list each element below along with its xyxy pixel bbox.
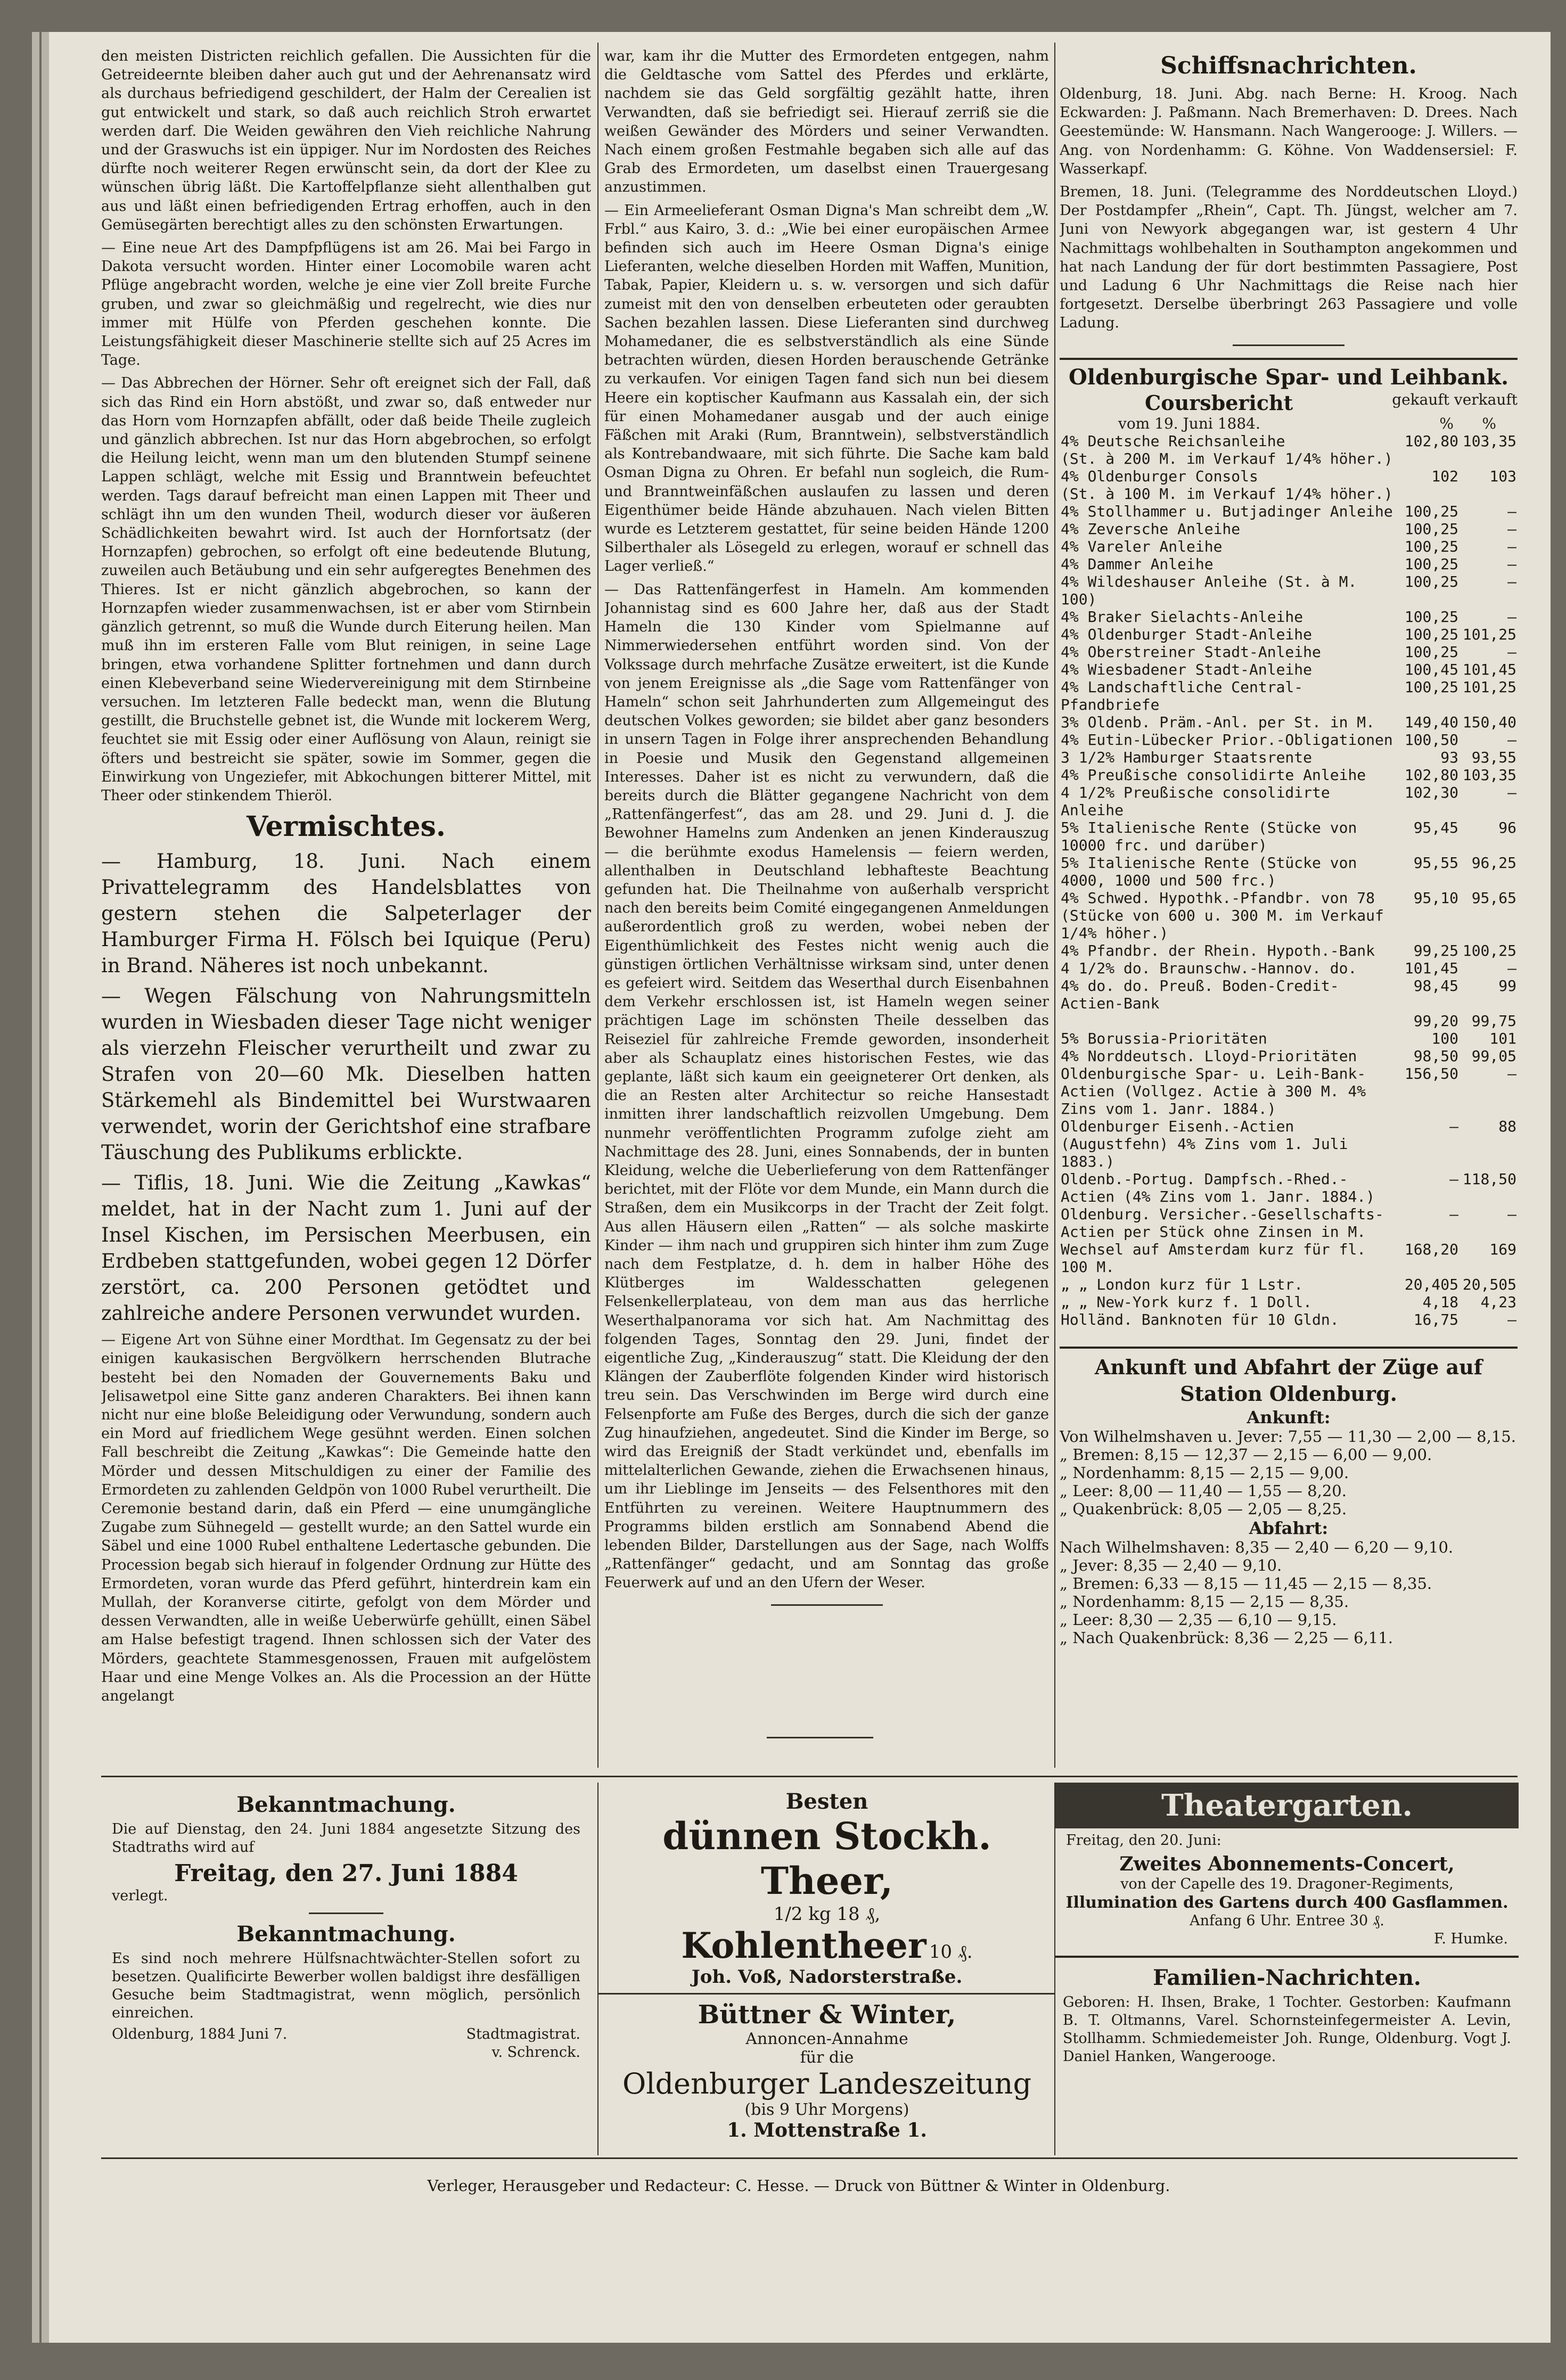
ad-rule	[598, 1993, 1055, 1995]
rate-buy: 4,18	[1422, 1293, 1458, 1311]
footer-rule	[101, 2157, 1518, 2159]
family-text: Geboren: H. Ihsen, Brake, 1 Tochter. Gestorben: Kaufmann B. T. Oltmanns, Varel. Schornsteinfegermeister A. Levin, Stollhamm. Schmiedemeister Joh. Runge, Oldenburg. Vogt J. Daniel Hanken, Wangerooge.	[1063, 1994, 1511, 2065]
theater-date: Freitag, den 20. Juni:	[1066, 1832, 1221, 1849]
col-verkauft: verkauft	[1454, 390, 1518, 408]
bank-title: Oldenburgische Spar- und Leihbank.	[1068, 364, 1509, 390]
train-line: „ Nordenhamm: 8,15 — 2,15 — 8,35.	[1060, 1592, 1349, 1611]
agency-address: 1. Mottenstraße 1.	[727, 2119, 927, 2141]
bank-subtitle: Coursbericht	[1145, 390, 1293, 415]
page-edge	[42, 32, 49, 2343]
rate-sell	[1460, 450, 1518, 467]
ads-top-rule	[101, 1776, 1518, 1777]
rate-buy: 149,40	[1404, 713, 1458, 731]
article-paragraph: — Wegen Fälschung von Nahrungsmitteln wurden in Wiesbaden dieser Tage nicht weniger als vierzehn Fleischer verurtheilt und zwar zu Strafen von 20—60 Mk. Dieselben hatten Stärkemehl als Bindemittel bei Wurstwaaren verwendet, worin der Gerichtshof eine strafbare Täuschung des Publikums erblickte.	[101, 984, 591, 1164]
exchange-row	[1060, 766, 1518, 784]
rate-sell: —	[1507, 783, 1516, 801]
exchange-row	[1060, 573, 1518, 608]
train-line: „ Nordenhamm: 8,15 — 2,15 — 9,00.	[1060, 1463, 1349, 1482]
theater-time: Anfang 6 Uhr. Entree 30 ₰.	[1190, 1913, 1384, 1929]
article-paragraph: war, kam ihr die Mutter des Ermordeten entgegen, nahm die Geldtasche vom Sattel des Pferdes und erklärte, nachdem sie das Geld sorgfältig gezählt hatte, ihren Verwandten, daß sie befriedigt sei. Hierauf zerriß sie die weißen Gewänder des Mörders und seiner Verwandten. Nach einem großen Festmahle begaben sich alle auf das Grab des Ermordeten, um daselbst einen Trauergesang anzustimmen.	[604, 48, 1049, 196]
rate-sell: 150,40	[1462, 713, 1516, 731]
rate-sell: 99	[1498, 976, 1516, 995]
exchange-row	[1060, 889, 1518, 907]
exchange-row	[1060, 731, 1518, 749]
rate-sell: 101,25	[1462, 625, 1516, 643]
section-rule	[1060, 1347, 1518, 1349]
pct-label: %	[1439, 414, 1454, 432]
exchange-row	[1060, 959, 1518, 977]
rate-name: 4 1/2% Preußische consolidirte Anleihe	[1061, 783, 1330, 819]
bank-date: vom 19. Juni 1884.	[1118, 414, 1260, 432]
rate-buy: 102,80	[1404, 432, 1458, 450]
col-gekauft: gekauft	[1392, 390, 1449, 408]
section-rule	[771, 1604, 883, 1606]
rate-sell	[1460, 907, 1518, 942]
notice-date: Freitag, den 27. Juni 1884	[174, 1860, 518, 1887]
exchange-row	[1060, 1118, 1518, 1170]
rate-buy: 102,30	[1404, 783, 1458, 801]
theater-title: Theatergarten.	[1055, 1783, 1519, 1828]
rate-name: 4 1/2% do. Braunschw.-Hannov. do.	[1061, 959, 1357, 977]
rate-name: Oldenb.-Portug. Dampfsch.-Rhed.-Actien (4% Zins vom 1. Janr. 1884.)	[1061, 1170, 1375, 1205]
rate-name: 4% Pfandbr. der Rhein. Hypoth.-Bank	[1061, 941, 1375, 959]
rate-name: 3% Oldenb. Präm.-Anl. per St. in M.	[1061, 713, 1375, 731]
notice-signer: v. Schrenck.	[491, 2044, 580, 2061]
rate-buy: 102	[1431, 467, 1458, 485]
agency-sub: Annoncen-Annahme	[745, 2030, 908, 2048]
family-title: Familien-Nachrichten.	[1153, 1965, 1421, 1990]
rate-buy: 102,80	[1404, 766, 1458, 784]
rate-sell: 100,25	[1462, 941, 1516, 959]
rate-buy: —	[1449, 1205, 1458, 1223]
notice-end: verlegt.	[112, 1887, 168, 1904]
rate-sell: 88	[1498, 1117, 1516, 1135]
rate-name: 4% Schwed. Hypothk.-Pfandbr. von 78	[1061, 889, 1375, 907]
abfahrt-list	[1060, 1538, 1518, 1647]
rate-name: (Stücke von 600 u. 300 M. im Verkauf 1/4% höher.)	[1061, 906, 1384, 942]
rate-name: 5% Italienische Rente (Stücke von 10000 frc. und darüber)	[1061, 818, 1357, 854]
abfahrt-label: Abfahrt:	[1249, 1517, 1329, 1538]
article-paragraph: — Tiflis, 18. Juni. Wie die Zeitung „Kawkas“ meldet, hat in der Nacht zum 1. Juni auf der Insel Kischen, im Persischen Meerbusen, ein Erdbeben stattgefunden, wobei gegen 12 Dörfer zerstört, ca. 200 Personen getödtet und zahlreiche andere Personen verwundet wurden.	[101, 1171, 591, 1325]
coal-tar-price: 10 ₰.	[929, 1941, 973, 1963]
rate-sell: 4,23	[1480, 1293, 1516, 1311]
rate-buy: 99,25	[1413, 941, 1458, 959]
rate-buy: 95,55	[1413, 853, 1458, 872]
train-line: „ Quakenbrück: 8,05 — 2,05 — 8,25.	[1060, 1499, 1347, 1518]
tar-title: dünnen Stockh. Theer,	[662, 1814, 991, 1903]
agency-title: Büttner & Winter,	[698, 2000, 956, 2030]
bank-header	[1060, 391, 1518, 415]
exchange-row	[1060, 1065, 1518, 1118]
theater-concert: Zweites Abonnements-Concert,	[1119, 1853, 1455, 1875]
rate-sell: 95,65	[1471, 889, 1516, 907]
rate-buy: 93	[1440, 748, 1458, 766]
rate-sell: 99,75	[1471, 1012, 1516, 1030]
exchange-row	[1060, 1047, 1518, 1065]
exchange-row	[1060, 713, 1518, 731]
exchange-row	[1060, 1276, 1518, 1293]
section-heading: Schiffsnachrichten.	[1160, 52, 1417, 79]
section-rule	[1060, 358, 1518, 360]
article-paragraph: — Das Rattenfängerfest in Hameln. Am kommenden Johannistag sind es 600 Jahre her, daß aus der Stadt Hameln die 130 Kinder vom Spielmanne auf Nimmerwiedersehen entführt worden sind. Von der Volkssage durch mehrfache Zusätze erweitert, ist die Kunde von jenem Ereignisse als „die Sage vom Rattenfänger von Hameln“ schon seit Jahrhunderten zum Allgemeingut des deutschen Volkes geworden; sie bildet aber ganz besonders in unsern Tagen in Folge ihrer ansprechenden Behandlung in Poesie und Musik den Gegenstand allgemeinen Interesses. Daher ist es nicht zu verwundern, daß die bereits durch die Blätter gegangene Nachricht von dem „Rattenfängerfest“, das am 28. und 29. Juni d. J. die Bewohner Hamelns zum Andenken an jenen Kinderauszug — die berühmte exodus Hamelensis — feiern werden, allenthalben in Deutschland lebhafteste Beachtung gefunden hat. Die Theilnahme von außerhalb verspricht nach den bereits beim Comité eingegangenen Anmeldungen außerordentlich groß zu werden, wobei neben der Eigenthümlichkeit des Festes nicht wenig auch die günstigen örtlichen Verhältnisse wirksam sind, unter denen es gefeiert wird. Seitdem das Weserthal durch Eisenbahnen dem Verkehr erschlossen ist, ist Hameln wegen seiner prächtigen Lage im schönsten Theile desselben das Reiseziel für zahlreiche Fremde geworden, insonderheit aber als Schauplatz eines historischen Festes, wie das geplante, läßt sich kaum ein geeigneterer Ort denken, als die an Resten alter Architectur so reiche Hansestadt inmitten ihrer landschaftlich reizvollen Umgebung. Dem nunmehr veröffentlichten Programm zufolge zieht am Nachmittage des 28. Juni, eines Sonnabends, der in bunten Kleidung, welche die Ueberlieferung von dem Rattenfänger berichtet, mit der Flöte vor dem Munde, ein Mann durch die Straßen, dem ein Musikcorps in der Tracht der Zeit folgt. Aus allen Häusern eilen „Ratten“ — als solche maskirte Kinder — ihm nach und gruppiren sich hinter ihm zum Zuge nach dem Festplatze, d. h. dem in halber Höhe des Klütberges im Waldesschatten gelegenen Felsenkellerplateau, von dem man aus das herrliche Weserthalpanorama vor sich hat. Am Nachmittag des folgenden Tages, Sonntag den 29. Juni, findet der eigentliche Zug, „Kinderauszug“ statt. Die Kleidung der den Klängen der Zauberflöte folgenden Kinder wird historisch treu sein. Das Verschwinden im Berge wird durch eine Felsenpforte am Fuße des Berges, durch die sich der ganze Zug hinaufziehen, angedeutet. Sind die Kinder im Berge, so wird das Ereigniß der Stadt verkündet und, ebenfalls im mittelalterlichen Gewande, ziehen die Erwachsenen hinaus, um ihr Lieblinge im Jenseits — des Felsenthores mit den Entführten zu vereinen. Weitere Hauptnummern des Programms bilden erstlich am Sonnabend Abend die lebenden Bilder, Darstellungen aus der Sage, nach Wolffs „Rattenfänger“ gedacht, und am Sonntag das große Feuerwerk auf und an den Ufern der Weser.	[604, 581, 1049, 1591]
rate-buy: 100,25	[1404, 502, 1458, 520]
bank-pct	[1439, 415, 1518, 432]
rate-name: Oldenburg. Versicher.-Gesellschafts-Actien per Stück ohne Zinsen in M.	[1061, 1205, 1384, 1241]
exchange-row	[1060, 538, 1518, 555]
tar-seller: Joh. Voß, Nadorsterstraße.	[691, 1966, 963, 1988]
rate-sell	[1460, 485, 1518, 503]
rate-name: 4% Oberstreiner Stadt-Anleihe	[1061, 643, 1321, 661]
section-rule	[1233, 344, 1344, 346]
rate-sell: 96,25	[1471, 853, 1516, 872]
rate-sell: —	[1507, 608, 1516, 626]
rate-sell: 101	[1489, 1029, 1516, 1047]
rate-buy: 16,75	[1413, 1310, 1458, 1328]
exchange-row	[1060, 626, 1518, 643]
pct-label: %	[1482, 414, 1496, 432]
rate-buy: 100,25	[1404, 678, 1458, 696]
rate-buy: 100,25	[1404, 520, 1458, 538]
exchange-row	[1060, 678, 1518, 713]
rate-name: (St. à 100 M. im Verkauf 1/4% höher.)	[1061, 485, 1393, 503]
column-rule	[597, 43, 598, 1768]
rate-buy: 95,10	[1413, 889, 1458, 907]
rate-buy: 95,45	[1413, 818, 1458, 836]
exchange-row	[1060, 467, 1518, 485]
rate-buy: 99,20	[1413, 1012, 1458, 1030]
rate-buy: 101,45	[1404, 959, 1458, 977]
exchange-row	[1060, 784, 1518, 819]
rate-name: (St. à 200 M. im Verkauf 1/4% höher.)	[1061, 449, 1393, 467]
rate-name: 4% Stollhammer u. Butjadinger Anleihe	[1061, 502, 1393, 520]
exchange-table	[1060, 432, 1518, 1328]
rate-buy: 100,25	[1404, 625, 1458, 643]
rate-name: 4% Wiesbadener Stadt-Anleihe	[1061, 660, 1313, 678]
rate-name: 4% Oldenburger Stadt-Anleihe	[1061, 625, 1313, 643]
rate-name: 4% Zeversche Anleihe	[1061, 520, 1241, 538]
rate-name: 5% Italienische Rente (Stücke von 4000, 1000 und 500 frc.)	[1061, 853, 1357, 889]
rate-name: 4% Preußische consolidirte Anleihe	[1061, 766, 1366, 784]
ship-news: Oldenburg, 18. Juni. Abg. nach Berne: H. Kroog. Nach Eckwarden: J. Paßmann. Nach Bremerhaven: D. Drees. Nach Geestemünde: W. Hansmann. Nach Wangerooge: J. Willers. — Ang. von Nordenhamm: G. Köhne. Von Waddensersiel: F. Wasserkapf.	[1060, 86, 1518, 177]
rate-sell: 20,505	[1462, 1275, 1516, 1293]
exchange-row	[1060, 608, 1518, 626]
rate-name: 4% Braker Sielachts-Anleihe	[1061, 608, 1303, 626]
article-paragraph: — Eine neue Art des Dampfpflügens ist am 26. Mai bei Fargo in Dakota versucht worden. Hinter einer Locomobile waren acht Pflüge angebracht worden, welche je eine vier Zoll breite Furche gruben, und zwar so gleichmäßig und regelrecht, wie dies nur immer mit Hülfe von Pferden geschehen konnte. Die Leistungsfähigkeit dieser Maschinerie stellte sich auf 25 Acres im Tage.	[101, 240, 591, 369]
article-paragraph: — Hamburg, 18. Juni. Nach einem Privattelegramm des Handelsblattes von gestern stehen die Salpeterlager der Hamburger Firma H. Fölsch bei Iquique (Peru) in Brand. Näheres ist noch unbekannt.	[101, 850, 591, 978]
exchange-row	[1060, 432, 1518, 450]
exchange-row	[1060, 942, 1518, 959]
exchange-row	[1060, 1170, 1518, 1205]
rate-name: Oldenburger Eisenh.-Actien (Augustfehn) 4% Zins vom 1. Juli 1883.)	[1061, 1117, 1348, 1170]
exchange-row	[1060, 503, 1518, 520]
rate-buy: 100,25	[1404, 608, 1458, 626]
rate-buy	[1401, 450, 1460, 467]
rate-buy: 100,25	[1404, 572, 1458, 590]
rate-sell: —	[1507, 572, 1516, 590]
bank-header-2	[1060, 415, 1518, 432]
exchange-row	[1060, 485, 1518, 503]
tar-ad	[597, 1783, 1055, 2155]
notice-title: Bekanntmachung.	[236, 1792, 456, 1817]
rate-sell: 103	[1489, 467, 1516, 485]
rate-name: 4% Landschaftliche Central-Pfandbriefe	[1061, 678, 1303, 713]
article-paragraph: — Das Abbrechen der Hörner. Sehr oft ereignet sich der Fall, daß sich das Rind ein Horn abstößt, und zwar so, daß entweder nur das Horn vom Hornzapfen abfällt, oder daß beide Theile zugleich und gänzlich abbrechen. Ist nur das Horn abgebrochen, so erfolgt die Heilung leicht, wenn man um den blutenden Stumpf seinene Lappen schlägt, welche mit Essig und Branntwein befeuchtet werden. Tags darauf befreicht man einen Lappen mit Theer und schlägt ihn um den wunden Theil, wodurch dieser vor äußeren Schädlichkeiten bewahrt wird. Ist auch der Hornfortsatz (der Hornzapfen) gebrochen, so erfolgt oft eine bedeutende Blutung, zuweilen auch Betäubung und ein sehr aufgeregtes Benehmen des Thieres. Ist er nicht gänzlich abgebrochen, so kann der Hornzapfen wieder zusammenwachsen, ist er aber vom Stirnbein gänzlich getrennt, so muß die Wunde durch Eiterung heilen. Man muß ihn im ersteren Falle vom Blut reinigen, in seine Lage bringen, etwa vorhandene Splitter fortnehmen und dann durch einen Klebeverband seine Wiedervereinigung mit dem Stirnbeine versuchen. Im letzteren Falle bedeckt man, wenn die Blutung gestillt, die Bruchstelle gebnet ist, die Wunde mit lockerem Werg, feuchtet sie mit Essig oder einer Auflösung von Alaun, reinigt sie öfters und bestreicht sie später, sowie im Sommer, gegen die Einwirkung von Ungeziefer, mit Abkochungen bitterer Mittel, mit Theer oder stinkendem Thieröl.	[101, 375, 591, 804]
exchange-row	[1060, 854, 1518, 889]
rate-sell: —	[1507, 1310, 1516, 1328]
bank-columns	[1392, 391, 1518, 415]
coal-tar-row	[598, 1925, 1055, 1966]
exchange-row	[1060, 1311, 1518, 1328]
agency-time: (bis 9 Uhr Morgens)	[744, 2100, 909, 2119]
rate-sell: 103,35	[1462, 766, 1516, 784]
exchange-row	[1060, 1205, 1518, 1241]
tar-top: Besten	[785, 1789, 868, 1814]
train-title: Ankunft und Abfahrt der Züge auf Station Oldenburg.	[1094, 1355, 1483, 1406]
rate-buy: 168,20	[1404, 1240, 1458, 1258]
rate-sell: —	[1507, 555, 1516, 573]
rate-buy	[1401, 907, 1460, 942]
train-line: Von Wilhelmshaven u. Jever: 7,55 — 11,30 — 2,00 — 8,15.	[1060, 1427, 1516, 1446]
column-2	[604, 47, 1049, 1767]
rate-name: „ „ London kurz für 1 Lstr.	[1061, 1275, 1303, 1293]
rate-sell: 96	[1498, 818, 1516, 836]
coal-tar: Kohlentheer	[681, 1925, 927, 1966]
rate-sell: 118,50	[1462, 1170, 1516, 1188]
notice-title: Bekanntmachung.	[236, 1922, 456, 1947]
rate-sell: 103,35	[1462, 432, 1516, 450]
rate-buy: 100,25	[1404, 643, 1458, 661]
rate-name	[1060, 1012, 1401, 1030]
rate-buy: 98,50	[1413, 1047, 1458, 1065]
rate-name: 4% Oldenburger Consols	[1061, 467, 1258, 485]
article-paragraph: — Ein Armeelieferant Osman Digna's Man schreibt dem „W. Frbl.“ aus Kairo, 3. d.: „Wie bei einer europäischen Armee befinden sich auch im Heere Osman Digna's einige Lieferanten, welche dieselben Horden mit Waffen, Munition, Tabak, Papier, Kleidern u. s. w. versorgen und sich dafür zumeist mit den von denselben erbeuteten oder geraubten Sachen bezahlen lassen. Diese Lieferanten sind durchweg Mohamedaner, die es selbstverständlich als eine Sünde betrachten würden, diesen Horden berauschende Getränke zu verkaufen. Vor einigen Tagen fand sich nun bei diesem Heere ein koptischer Kaufmann aus Kassalah ein, der sich für einen Mohamedaner ausgab und der auch einige Fäßchen mit Araki (Rum, Branntwein), selbstverständlich als Kontrebandwaare, mit sich führte. Die Sache kam bald Osman Digna zu Ohren. Er befahl nun sogleich, die Rum- und Branntweinfäßchen auslaufen zu lassen und deren Eigenthümer beide Hände abzuhauen. Nach vielen Bitten wurde es Letzterem gestattet, für seine beiden Hände 1200 Silberthaler als Lösegeld zu erlegen, worauf er schnell das Lager verließ.“	[604, 202, 1049, 575]
rate-name: 4% Dammer Anleihe	[1061, 555, 1214, 573]
train-line: „ Bremen: 6,33 — 8,15 — 11,45 — 2,15 — 8,35.	[1060, 1574, 1432, 1593]
rate-sell: —	[1507, 1064, 1516, 1082]
rate-buy: —	[1449, 1170, 1458, 1188]
rate-sell: 99,05	[1471, 1047, 1516, 1065]
train-line: „ Jever: 8,35 — 2,40 — 9,10.	[1060, 1556, 1282, 1574]
rate-name: 3 1/2% Hamburger Staatsrente	[1061, 748, 1313, 766]
column-3	[1060, 47, 1518, 1767]
rate-sell: —	[1507, 537, 1516, 555]
rate-sell: —	[1507, 643, 1516, 661]
rate-sell: —	[1507, 520, 1516, 538]
rate-buy: 100,45	[1404, 660, 1458, 678]
exchange-row	[1060, 661, 1518, 678]
exchange-row	[1060, 1030, 1518, 1047]
theater-band: von der Capelle des 19. Dragoner-Regiments,	[1120, 1876, 1454, 1892]
notice-sign-row	[112, 2025, 580, 2043]
train-line: „ Nach Quakenbrück: 8,36 — 2,25 — 6,11.	[1060, 1628, 1393, 1647]
notice-place: Oldenburg, 1884 Juni 7.	[112, 2026, 288, 2042]
rate-buy: 100,25	[1404, 537, 1458, 555]
rate-buy: 100,50	[1404, 731, 1458, 749]
exchange-row	[1060, 907, 1518, 942]
train-line: „ Leer: 8,00 — 11,40 — 1,55 — 8,20.	[1060, 1481, 1347, 1500]
ankunft-list	[1060, 1427, 1518, 1518]
rate-buy: 100	[1431, 1029, 1458, 1047]
notice-text: Die auf Dienstag, den 24. Juni 1884 angesetzte Sitzung des Stadtraths wird auf	[112, 1821, 580, 1856]
rate-sell: 169	[1489, 1240, 1516, 1258]
exchange-row	[1060, 1293, 1518, 1311]
notice-block	[101, 1783, 591, 2155]
section-heading: Vermischtes.	[246, 810, 446, 843]
notice-text: Es sind noch mehrere Hülfsnachtwächter-Stellen sofort zu besetzen. Qualificirte Bewerber wollen baldigst ihre desfälligen Gesuche beim Stadtmagistrat, wenn möglich, persönlich einreichen.	[112, 1950, 580, 2021]
rate-buy: 98,45	[1413, 976, 1458, 995]
section-rule	[767, 1737, 873, 1738]
rate-buy: —	[1449, 1117, 1458, 1135]
rate-name: 4% Vareler Anleihe	[1061, 537, 1223, 555]
rate-sell: —	[1507, 959, 1516, 977]
notice-sign: Stadtmagistrat.	[466, 2026, 580, 2042]
rate-buy: 100,25	[1404, 555, 1458, 573]
rate-name: 4% Eutin-Lübecker Prior.-Obligationen	[1061, 731, 1393, 749]
column-1	[101, 47, 591, 1767]
rate-name: Wechsel auf Amsterdam kurz für fl. 100 M.	[1061, 1240, 1366, 1276]
rate-name: „ „ New-York kurz f. 1 Doll.	[1061, 1293, 1313, 1311]
tar-price: 1/2 kg 18 ₰,	[773, 1903, 881, 1925]
exchange-row	[1060, 977, 1518, 1012]
theater-illumination: Illumination des Gartens durch 400 Gasflammen.	[1065, 1893, 1508, 1912]
agency-paper: Oldenburger Landeszeitung	[622, 2067, 1032, 2100]
ankunft-label: Ankunft:	[1247, 1407, 1331, 1427]
rate-name: 4% Wildeshauser Anleihe (St. à M. 100)	[1061, 572, 1357, 608]
rate-name: 4% Deutsche Reichsanleihe	[1061, 432, 1285, 450]
theater-ad	[1054, 1783, 1519, 2155]
agency-sub: für die	[800, 2048, 854, 2067]
rate-name: 4% do. do. Preuß. Boden-Credit-Actien-Bank	[1061, 976, 1339, 1012]
rate-name: 5% Borussia-Prioritäten	[1061, 1029, 1267, 1047]
article-paragraph: — Eigene Art von Sühne einer Mordthat. Im Gegensatz zu der bei einigen kaukasischen Bergvölkern herrschenden Blutrache besteht bei den Nomaden der Gouvernements Baku und Jelisawetpol eine Sitte ganz anderen Charakters. Bei ihnen kann nicht nur eine bloße Beleidigung oder Verwundung, sondern auch ein Mord auf friedlichem Wege gesühnt werden. Einen solchen Fall beschreibt die Zeitung „Kawkas“: Die Gemeinde hatte den Mörder und dessen Mitschuldigen zu einer der Familie des Ermordeten zu zahlenden Geldpön von 1000 Rubel verurtheilt. Die Ceremonie bestand darin, daß ein Pferd — eine unumgängliche Zugabe zum Sühnegeld — gestellt wurde; an den Sattel wurde ein Säbel und eine 1000 Rubel enthaltene Ledertasche gebunden. Die Procession begab sich hierauf in folgender Ordnung zur Hütte des Ermordeten, voran wurde das Pferd geführt, hinterdrein kam ein Mullah, der Koranverse citirte, gefolgt von dem Mörder und dessen Verwandten, alle in weiße Ueberwürfe gehüllt, einen Säbel am Halse befestigt tragend. Ihnen schlossen sich der Vater des Mörders, geachtete Stammesgenossen, Frauen mit aufgelöstem Haar und eine Menge Volkes an. Als die Procession an der Hütte angelangt	[101, 1332, 591, 1704]
exchange-row	[1060, 749, 1518, 766]
rate-sell: 93,55	[1471, 748, 1516, 766]
notice-rule	[309, 1913, 383, 1914]
ad-rule	[1055, 1956, 1519, 1958]
train-line: „ Bremen: 8,15 — 12,37 — 2,15 — 6,00 — 9,00.	[1060, 1445, 1432, 1464]
exchange-row	[1060, 1241, 1518, 1276]
rate-name: 4% Norddeutsch. Lloyd-Prioritäten	[1061, 1047, 1357, 1065]
exchange-row	[1060, 1012, 1518, 1030]
rate-buy	[1401, 485, 1460, 503]
exchange-row	[1060, 520, 1518, 538]
rate-sell: 101,45	[1462, 660, 1516, 678]
ship-news: Bremen, 18. Juni. (Telegramme des Norddeutschen Lloyd.) Der Postdampfer „Rhein“, Capt. Th. Jüngst, welcher am 7. Juni von Newyork abgegangen war, ist gestern 4 Uhr Nachmittags wohlbehalten in Southampton angekommen und hat nach Landung der für dort bestimmten Passagiere, Post und Ladung 6 Uhr Nachmittags die Reise nach hier fortgesetzt. Derselbe überbringt 263 Passagiere und volle Ladung.	[1060, 184, 1518, 332]
exchange-row	[1060, 819, 1518, 854]
imprint: Verleger, Herausgeber und Redacteur: C. Hesse. — Druck von Büttner & Winter in Oldenburg.	[427, 2177, 1170, 2195]
page-edge	[32, 32, 39, 2343]
exchange-row	[1060, 555, 1518, 573]
exchange-row	[1060, 450, 1518, 467]
train-line: „ Leer: 8,30 — 2,35 — 6,10 — 9,15.	[1060, 1610, 1337, 1629]
rate-name: Oldenburgische Spar- u. Leih-Bank-Actien (Vollgez. Actie à 300 M. 4% Zins vom 1. Janr. 1884.)	[1061, 1064, 1366, 1118]
rate-sell: —	[1507, 502, 1516, 520]
train-line: Nach Wilhelmshaven: 8,35 — 2,40 — 6,20 — 9,10.	[1060, 1538, 1454, 1556]
rate-sell: 101,25	[1462, 678, 1516, 696]
exchange-row	[1060, 643, 1518, 661]
column-rule	[1054, 43, 1055, 1768]
rate-sell: —	[1507, 731, 1516, 749]
rate-sell: —	[1507, 1205, 1516, 1223]
theater-sign: F. Humke.	[1433, 1931, 1508, 1947]
article-paragraph: den meisten Districten reichlich gefallen. Die Aussichten für die Getreideernte bleiben daher auch gut und der Aehrenansatz wird als durchaus befriedigend geschildert, der Halm der Cerealien ist gut entwickelt und stark, so daß auch reichlich Stroh erwartet werden darf. Die Weiden gewähren den Vieh reichliche Nahrung und der Graswuchs ist ein üppiger. Nur im Nordosten des Reiches dürfte noch weiterer Regen erwünscht sein, da dort der Klee zu wünschen übrig läßt. Die Kartoffelpflanze sieht allenthalben gut aus und läßt einen befriedigenden Ertrag erhoffen, auch in den Gemüsegärten berechtigt alles zu den schönsten Erwartungen.	[101, 48, 591, 233]
rate-buy: 156,50	[1404, 1064, 1458, 1082]
rate-buy: 20,405	[1404, 1275, 1458, 1293]
rate-name: Holländ. Banknoten für 10 Gldn.	[1061, 1310, 1339, 1328]
